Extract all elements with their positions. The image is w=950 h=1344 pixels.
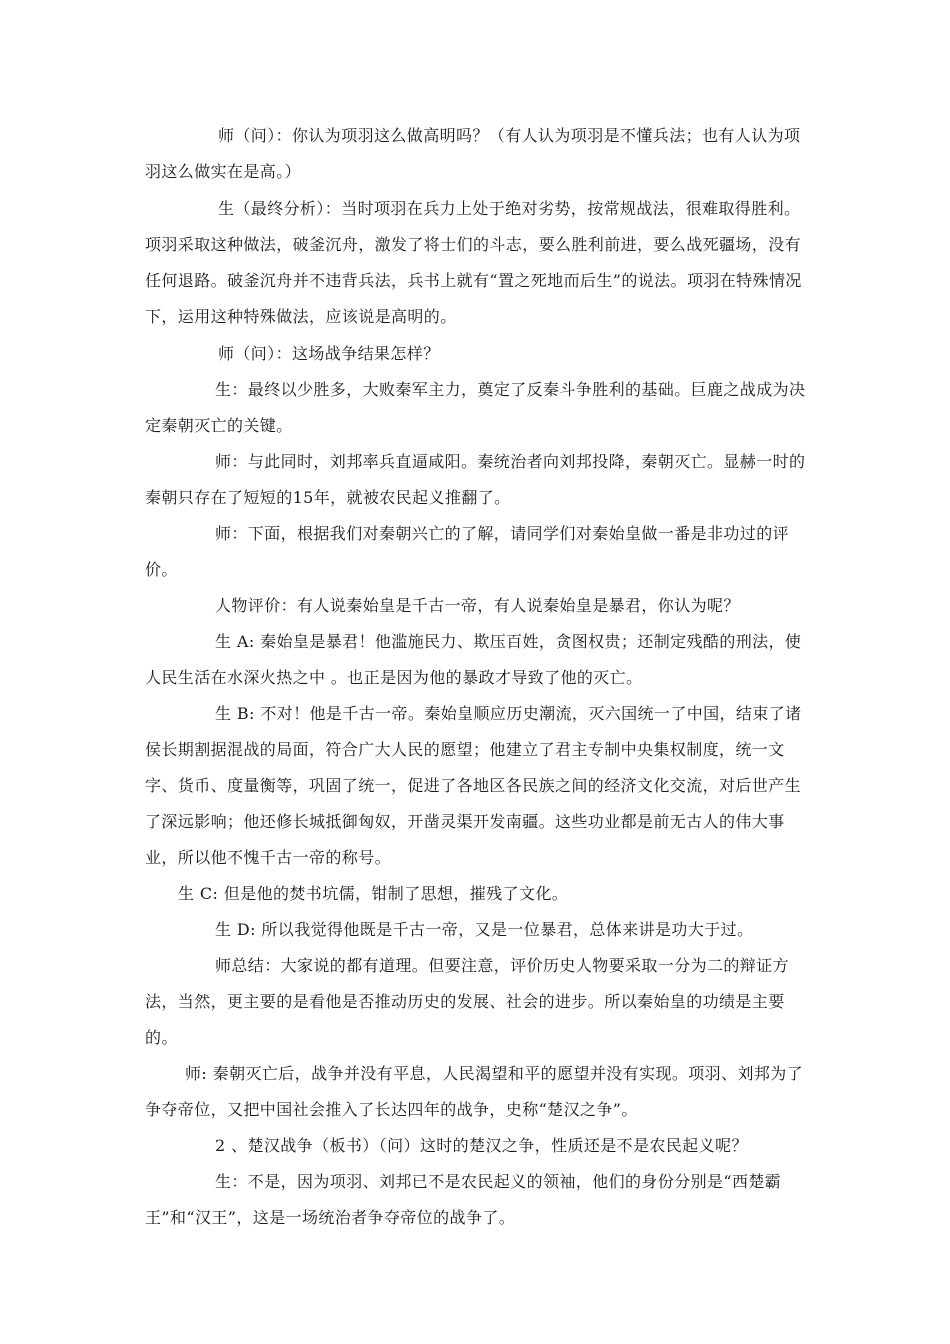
paragraph-student-b: 生 B: 不对！他是千古一帝。秦始皇顺应历史潮流，灭六国统一了中国，结束了诸侯长期割据混战的局面，符合广大人民的愿望；他建立了君主专制中央集权制度，统一文字、货币、度量衡等，巩固了统一，促进了各地区各民族之间的经济文化交流，对后世产生了深远影响；他还修长城抵御匈奴，开凿灵渠开发南疆。这些功业都是前无古人的伟大事业，所以他不愧千古一帝的称号。 [145,704,802,867]
paragraph-student-a: 生 A: 秦始皇是暴君！他滥施民力、欺压百姓，贪图权贵；还制定残酷的刑法，使人民生活在水深火热之中 。也正是因为他的暴政才导致了他的灭亡。 [145,632,802,687]
paragraph-student-d: 生 D: 所以我觉得他既是千古一帝，又是一位暴君，总体来讲是功大于过。 [215,920,754,939]
paragraph-student-chu-han-answer: 生：不是，因为项羽、刘邦已不是农民起义的领袖，他们的身份分别是“西楚霸王”和“汉王”，这是一场统治者争夺帝位的战争了。 [145,1172,782,1227]
paragraph-student-c: 生 C: 但是他的焚书坑儒，钳制了思想，摧残了文化。 [178,884,569,903]
paragraph-teacher-question-1: 师（问）：你认为项羽这么做高明吗？（有人认为项羽是不懂兵法；也有人认为项羽这么做实在是高。） [145,126,801,181]
paragraph-chu-han-war-heading: 2 、楚汉战争（板书）（问）这时的楚汉之争，性质还是不是农民起义呢？ [215,1136,748,1155]
paragraph-teacher-question-2: 师（问）：这场战争结果怎样？ [218,344,440,363]
paragraph-teacher-chu-han: 师: 秦朝灭亡后，战争并没有平息，人民渴望和平的愿望并没有实现。项羽、刘邦为了争夺帝位，又把中国社会推入了长达四年的战争，史称“楚汉之争”。 [145,1064,804,1119]
paragraph-student-analysis: 生（最终分析）：当时项羽在兵力上处于绝对劣势，按常规战法，很难取得胜利。项羽采取这种做法，破釜沉舟，激发了将士们的斗志，要么胜利前进，要么战死疆场，没有任何退路。破釜沉舟并不违背兵法，兵书上就有“置之死地而后生”的说法。项羽在特殊情况下，运用这种特殊做法，应该说是高明的。 [145,199,802,326]
paragraph-teacher-evaluation-prompt: 师：下面，根据我们对秦朝兴亡的了解，请同学们对秦始皇做一番是非功过的评价。 [145,524,790,579]
paragraph-character-evaluation: 人物评价：有人说秦始皇是千古一帝，有人说秦始皇是暴君，你认为呢？ [215,596,740,615]
paragraph-teacher-summary: 师总结：大家说的都有道理。但要注意，评价历史人物要采取一分为二的辩证方法，当然，更主要的是看他是否推动历史的发展、社会的进步。所以秦始皇的功绩是主要的。 [145,956,790,1047]
paragraph-student-answer-result: 生：最终以少胜多，大败秦军主力，奠定了反秦斗争胜利的基础。巨鹿之战成为决定秦朝灭亡的关键。 [145,380,806,435]
paragraph-teacher-qin-fall: 师：与此同时，刘邦率兵直逼咸阳。秦统治者向刘邦投降，秦朝灭亡。显赫一时的秦朝只存在了短短的15年，就被农民起义推翻了。 [145,452,806,507]
